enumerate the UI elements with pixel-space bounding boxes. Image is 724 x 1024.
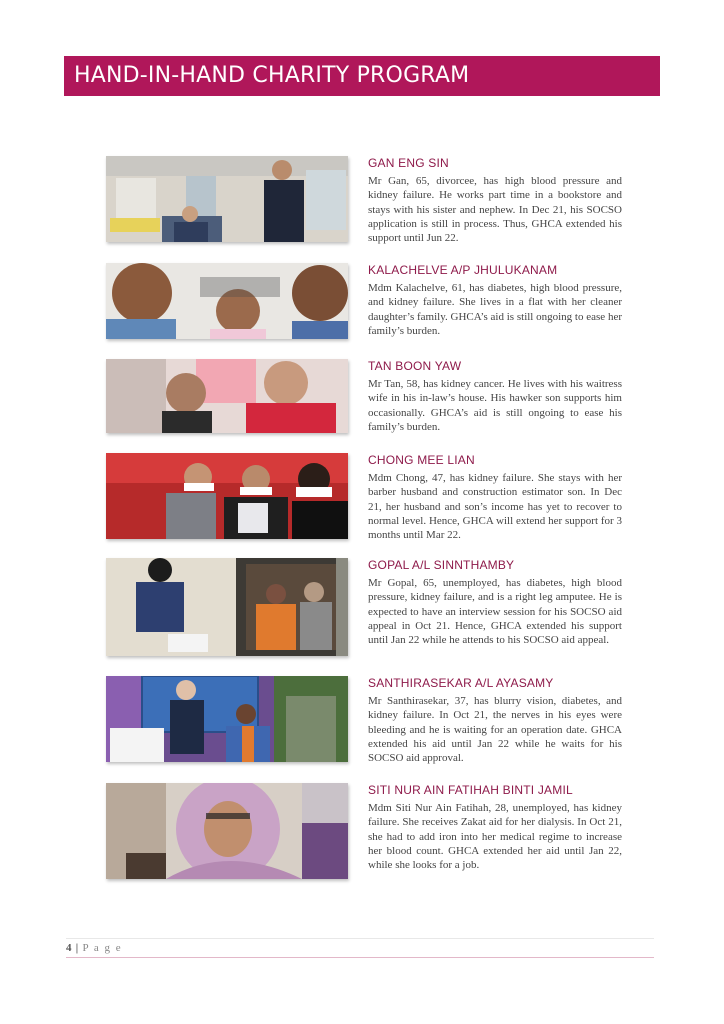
page-title: HAND-IN-HAND CHARITY PROGRAM — [74, 63, 470, 88]
footer-divider — [66, 957, 654, 958]
page-footer — [66, 942, 122, 954]
photo-gan-eng-sin — [106, 156, 348, 242]
photo-tan-boon-yaw — [106, 359, 348, 433]
photo-gopal — [106, 558, 348, 656]
beneficiary-description: Mdm Siti Nur Ain Fatihah, 28, unemployed, has kidney failure. She receives Zakat aid for her dialysis. In Oct 21, she had to add iron into her medical regime to increase her blood count. GHCA extended her aid until Jan 22, while she looks for a job. — [368, 802, 622, 872]
beneficiary-name: GAN ENG SIN — [368, 156, 449, 170]
portrait-photo — [106, 783, 348, 879]
beneficiary-description: Mdm Kalachelve, 61, has diabetes, high blood pressure, and kidney failure. She lives in a flat with her cleaner daughter’s family. GHCA’s aid is still ongoing to ease her family’s burden. — [368, 282, 622, 337]
photo-chong-mee-lian — [106, 453, 348, 539]
couple-photo — [106, 359, 348, 433]
page-number: 4 — [66, 942, 72, 954]
family-selfie-photo — [106, 263, 348, 339]
beneficiary-description: Mr Santhirasekar, 37, has blurry vision, diabetes, and kidney failure. In Oct 21, the nerves in his eyes were bleeding and he is waiting for an operation date. GHCA extended his aid until Jan 22 while he waits for his SOCSO aid approval. — [368, 695, 622, 765]
beneficiary-description: Mr Tan, 58, has kidney cancer. He lives with his waitress wife in his in-law’s house. His hawker son supports him occasionally. GHCA’s aid is still ongoing to ease his family’s burden. — [368, 378, 622, 433]
footer-separator: | — [75, 942, 79, 954]
beneficiary-name: CHONG MEE LIAN — [368, 453, 475, 467]
beneficiary-name: SITI NUR AIN FATIHAH BINTI JAMIL — [368, 783, 573, 797]
beneficiary-description: Mdm Chong, 47, has kidney failure. She stays with her barber husband and construction estimator son. In Dec 21, her husband and son’s income has yet to recover to normal level. Hence, GHCA will extend her support for 3 months until Mar 22. — [368, 472, 622, 542]
beneficiary-name: KALACHELVE A/P JHULUKANAM — [368, 263, 558, 277]
photo-santhirasekar — [106, 676, 348, 762]
dialysis-room-photo — [106, 156, 348, 242]
photo-kalachelve — [106, 263, 348, 339]
beneficiary-description: Mr Gopal, 65, unemployed, has diabetes, high blood pressure, kidney failure, and is a right leg amputee. He is expected to have an interview session for his SOCSO aid appeal in Oct 21. Hence, GHCA extended his support until Jan 22 while he attends to his SOCSO aid appeal. — [368, 577, 622, 647]
footer-divider-top — [66, 938, 654, 939]
beneficiary-name: GOPAL A/L SINNTHAMBY — [368, 558, 515, 572]
page-word: P a g e — [82, 942, 123, 954]
photo-siti-nur-ain — [106, 783, 348, 879]
home-visit-photo — [106, 558, 348, 656]
volunteer-visit-photo — [106, 676, 348, 762]
beneficiary-description: Mr Gan, 65, divorcee, has high blood pressure and kidney failure. He works part time in a bookstore and stays with his sister and nephew. In Dec 21, his SOCSO application is still in process. Thus, GHCA extended his support until Jun 22. — [368, 175, 622, 245]
beneficiary-name: TAN BOON YAW — [368, 359, 462, 373]
page-title-banner — [64, 56, 660, 96]
beneficiary-name: SANTHIRASEKAR A/L AYASAMY — [368, 676, 554, 690]
family-photo — [106, 453, 348, 539]
